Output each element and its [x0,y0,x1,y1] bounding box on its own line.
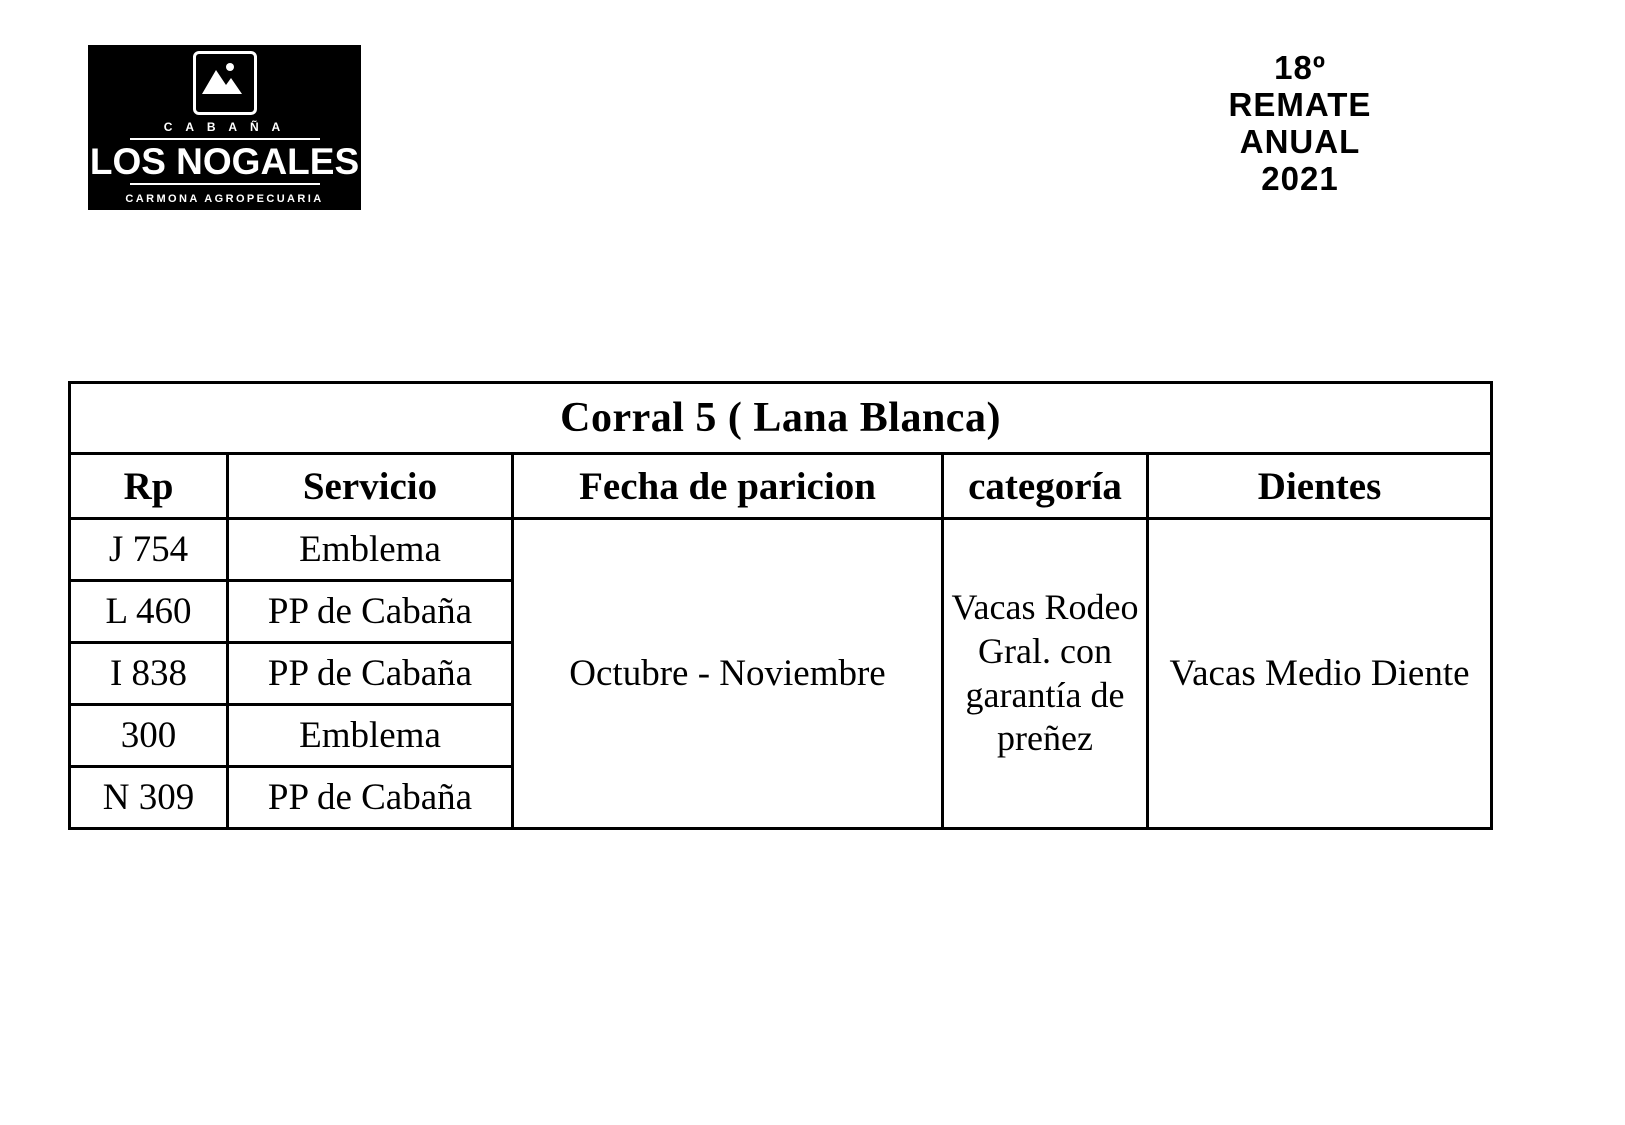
brand-logo [88,45,361,210]
table-title: Corral 5 ( Lana Blanca) [70,383,1492,454]
lot-table [68,381,1493,830]
cell-rp: 300 [70,705,228,767]
auction-heading [1170,50,1430,198]
logo-divider-bottom [130,183,320,185]
cell-servicio: Emblema [228,519,513,581]
cell-rp: J 754 [70,519,228,581]
column-header-servicio: Servicio [228,454,513,519]
column-header-dientes: Dientes [1148,454,1492,519]
auction-heading-line-3: ANUAL [1239,122,1361,160]
cell-servicio: PP de Cabaña [228,643,513,705]
cell-dientes: Vacas Medio Diente [1148,519,1492,829]
auction-heading-line-1: 18º [1274,49,1326,86]
cell-rp: L 460 [70,581,228,643]
table-header-row [70,454,1492,519]
logo-name-text: LOS NOGALES [89,140,360,182]
cell-servicio: Emblema [228,705,513,767]
cell-servicio: PP de Cabaña [228,767,513,829]
mountain-in-rounded-square-icon [193,51,257,115]
cell-rp: N 309 [70,767,228,829]
logo-divider [130,138,320,140]
auction-heading-line-2: REMATE [1228,85,1372,123]
column-header-rp: Rp [70,454,228,519]
logo-subtitle-text: CARMONA AGROPECUARIA [125,192,324,205]
cell-fecha-de-paricion: Octubre - Noviembre [513,519,943,829]
auction-heading-line-4: 2021 [1261,159,1339,197]
logo-cabana-text: C A B A Ñ A [163,119,286,134]
table-row [70,519,1492,581]
column-header-categoria: categoría [943,454,1148,519]
column-header-fecha-de-paricion: Fecha de paricion [513,454,943,519]
table-title-row [70,383,1492,454]
cell-categoria: Vacas Rodeo Gral. con garantía de preñez [943,519,1148,829]
cell-rp: I 838 [70,643,228,705]
cell-servicio: PP de Cabaña [228,581,513,643]
